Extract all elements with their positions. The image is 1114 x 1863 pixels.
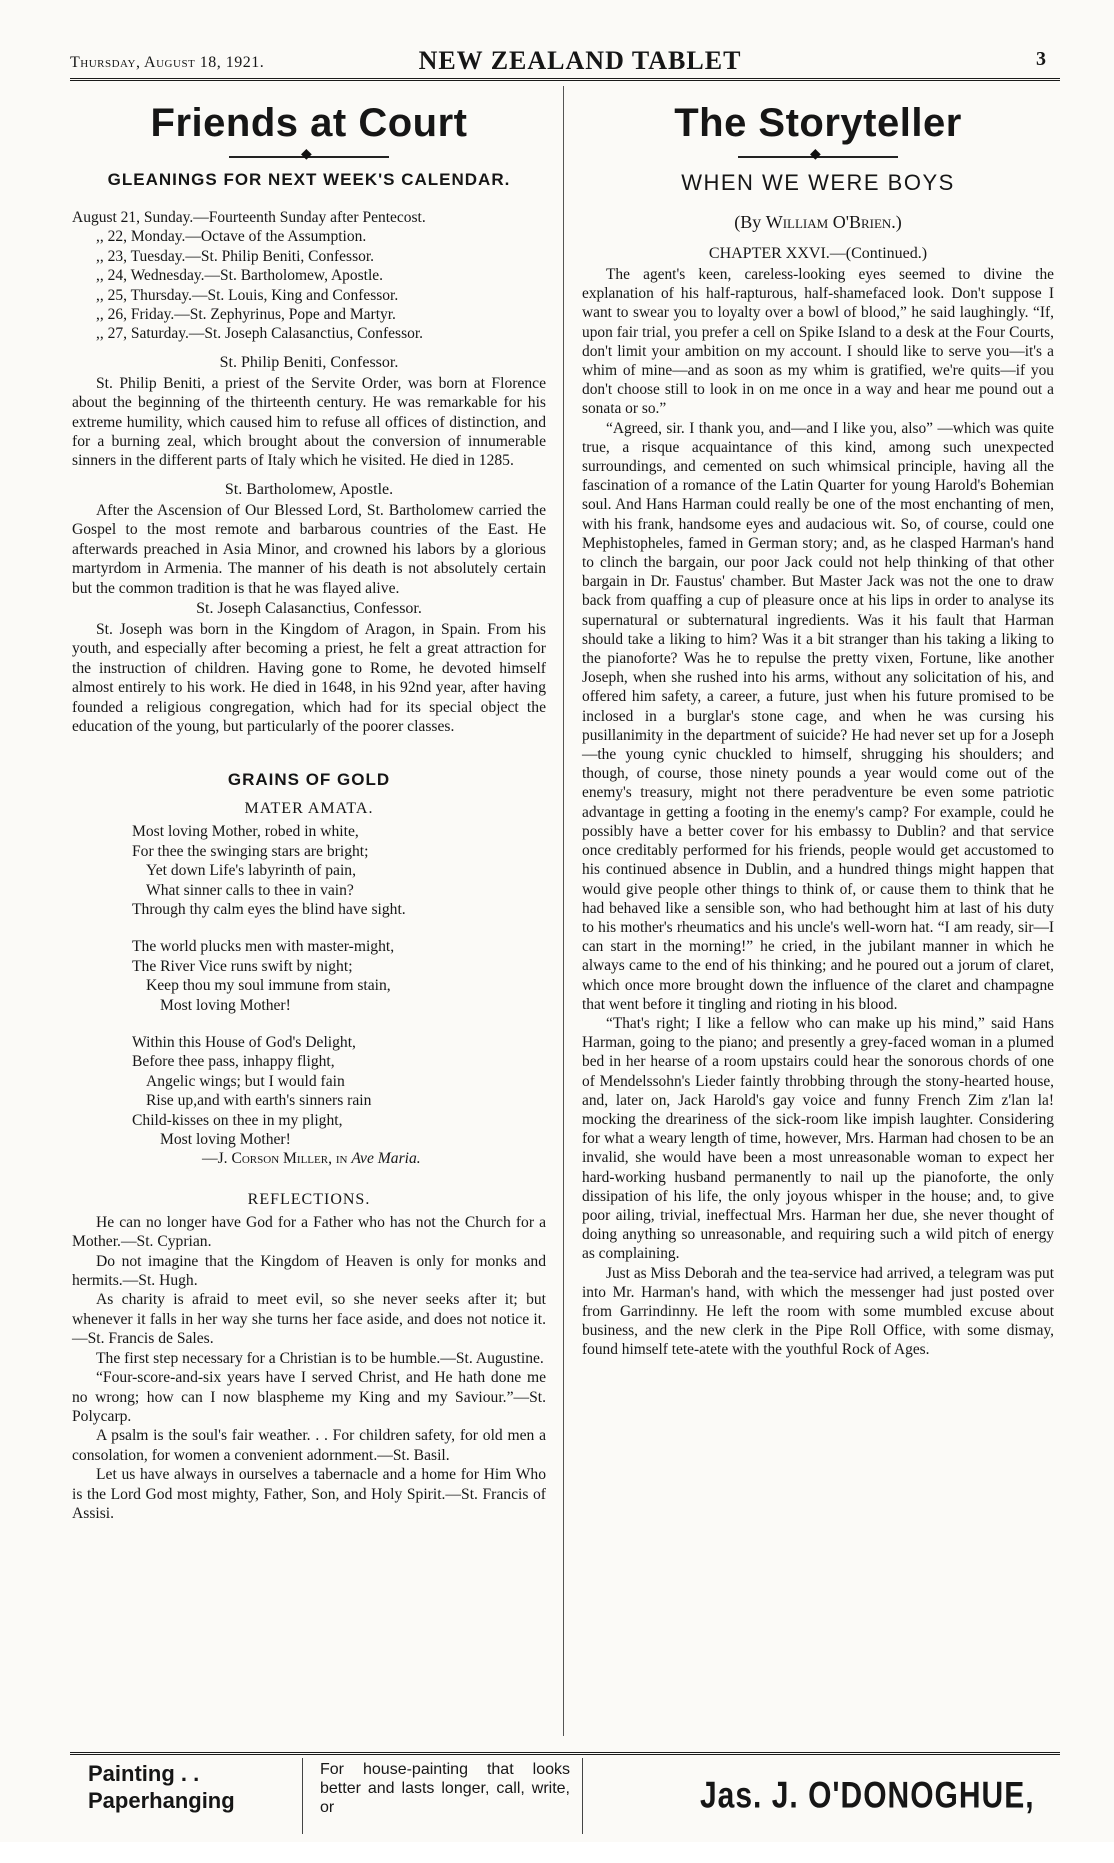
saint-text: St. Philip Beniti, a priest of the Servite Order, was born at Florence about the beginning of the thirteenth century. He was remarkable for his extreme humility, which caused him to refuse all offices of distinction, and for a burning zeal, which brought about the conversion of innumerable sinners in the different parts of Italy which he visited. He died in 1285. (72, 374, 546, 470)
poem-line: Within this House of God's Delight, (132, 1034, 356, 1051)
reflections-heading: REFLECTIONS. (247, 1190, 371, 1208)
poem-line: The world plucks men with master-might, (132, 938, 395, 956)
reflection: The first step necessary for a Christian is to be humble.—St. Augustine. (96, 1349, 544, 1367)
painting-advert-heading (88, 1760, 288, 1830)
reflection: He can no longer have God for a Father who has not the Church for a Mother.—St. Cyprian. (72, 1213, 546, 1251)
calendar-row: ,, 23, Tuesday.—St. Philip Beniti, Confessor. (96, 247, 375, 265)
story-paragraph: Just as Miss Deborah and the tea-service had arrived, a telegram was put into Mr. Harman's hand, with which the messenger had just posted over from Garrindinny. He left the room with some mumbled excuse about business, and the new clerk in the Pipe Roll Office, with some dismay, found himself tete-atete with the youthful Rock of Ages. (582, 1264, 1054, 1359)
story-paragraph: “That's right; I like a fellow who can make up his mind,” said Hans Harman, going to the piano; and presently a grey-faced woman in a plumed bed in her hearse of a room upstairs could hear the sonorous chords of one of Mendelssohn's Lieder faintly throbbing through the stony-hearted house, and, later on, Jack Harold's gay voice and funny French Zim z'lan la! mocking the dreariness of the sick-room like impish laughter. Considering for what a weary length of time, however, Mrs. Harman had chosen to be an invalid, she would have been a most unreasonable woman to expect her hard-working husband permanently to nail up the pianoforte, the only dissipation of his life, the only joyous whisper in the house; and, to give poor ailing, trivial, ineffectual Mrs. Harman her due, she never thought of doing anything so unreasonable, and requiring such a wild pitch of energy as complaining. (582, 1014, 1054, 1263)
calendar-subtitle: GLEANINGS FOR NEXT WEEK'S CALENDAR. (107, 170, 511, 189)
advertiser-name: Jas. J. O'DONOGHUE, (700, 1775, 1035, 1817)
byline (582, 212, 1054, 233)
advert-divider (582, 1758, 583, 1834)
poem-line: Most loving Mother, robed in white, (132, 823, 359, 841)
poem (72, 822, 546, 1169)
advert-line: Paperhanging (88, 1788, 235, 1813)
calendar-row: ,, 25, Thursday.—St. Louis, King and Confessor. (96, 286, 399, 304)
poem-line: Keep thou my soul immune from stain, (146, 977, 391, 995)
running-head (70, 46, 1060, 78)
poem-line: Through thy calm eyes the blind have sight. (132, 900, 406, 918)
saint-heading: St. Philip Beniti, Confessor. (219, 353, 399, 371)
chapter-heading: CHAPTER XXVI.—(Continued.) (708, 245, 928, 262)
poem-line: Child-kisses on thee in my plight, (132, 1111, 343, 1129)
saint-heading: St. Joseph Calasanctius, Confessor. (196, 599, 422, 617)
grains-of-gold-heading: GRAINS OF GOLD (227, 770, 391, 790)
poem-line: Rise up,and with earth's sinners rain (146, 1092, 372, 1110)
advert-rule (70, 1752, 1060, 1755)
right-column (582, 92, 1054, 1360)
issue-date: Thursday, August 18, 1921. (70, 54, 265, 71)
poem-line: What sinner calls to thee in vain? (146, 881, 354, 899)
calendar-row: ,, 26, Friday.—St. Zephyrinus, Pope and Martyr. (96, 306, 396, 324)
saint-text: St. Joseph was born in the Kingdom of Aragon, in Spain. From his youth, and especially after becoming a priest, he felt a great attraction for the instruction of children. Having gone to Rome, he devoted himself almost entirely to his work. He died in 1648, in his 92nd year, after having founded a religious congregation, which had for its special object the education of the young, but particularly of the poorer classes. (72, 620, 546, 735)
calendar-row: ,, 24, Wednesday.—St. Bartholomew, Apostle. (96, 267, 384, 285)
reflection: Do not imagine that the Kingdom of Heaven is only for monks and hermits.—St. Hugh. (72, 1252, 546, 1290)
poem-title: MATER AMATA. (244, 800, 374, 818)
poem-line: Angelic wings; but I would fain (146, 1072, 345, 1090)
calendar-row: ,, 22, Monday.—Octave of the Assumption. (96, 228, 367, 246)
poem-line: The River Vice runs swift by night; (132, 957, 353, 975)
story-paragraph: The agent's keen, careless-looking eyes seemed to divine the explanation of his half-rapturous, half-shamefaced look. Don't suppose I want to swear you to loyalty over a bowl of blood,” he said laughingly. “If, upon fair trial, you prefer a cell on Spike Island to a desk at the Four Courts, don't limit your ambition on my account. I should like to serve you—it's a whim of mine—and as soon as my whim is gratified, we're quits—if you don't choose still to look in on me once in a way and hear me pound out a sonata or so.” (582, 266, 1054, 418)
friends-at-court-title: Friends at Court (150, 101, 468, 145)
reflection: A psalm is the soul's fair weather. . . For children safety, for old men a consolation, for women a convenient adornment.—St. Basil. (72, 1427, 546, 1464)
page-number: 3 (1036, 48, 1046, 70)
left-column (72, 92, 546, 1523)
poem-line: Most loving Mother! (160, 1131, 291, 1149)
column-rule (563, 86, 564, 1736)
saint-text: After the Ascension of Our Blessed Lord, St. Bartholomew carried the Gospel to the most remote and barbarous countries of the East. He afterwards preached in Asia Minor, and crowned his labors by a glorious martyrdom in Armenia. The manner of his death is not absolutely certain but the common tradition is that he was flayed alive. (72, 501, 546, 597)
story-paragraph: “Agreed, sir. I thank you, and—and I like you, also” —which was quite true, a risque acquaintance of this kind, among such unexpected surroundings, and cemented on such whimsical principle, having all the fascination of a romance of the Latin Quarter for young Harold's Bohemian soul. And Hans Harman could really be one of the most enchanting of men, with his frank, handsome eyes and audacious wit. So, of course, could one Mephistopheles, famed in German story; and, as he clasped Harman's hand to clinch the bargain, our poor Jack could not help thinking of that other bargain in Dr. Faustus' chamber. But Master Jack was not the one to draw back from quaffing a cup of pleasure once at his lips in order to analyse its supernatural or subternatural ingredients. Was it his fault that Harman should take a liking to him? Was it a bit stranger than his taking a liking to the pianoforte? Was he to repulse the pretty vixen, Fortune, like another Joseph, when she rushed into his arms, without any solicitation of his, and offered him safety, a career, a future, just when his future promised to be inclosed in a burglar's stone cage, and when he was cursing his pusillanimity in the department of suicide? He had never set up for a Joseph—the young cynic chuckled to himself, shrugging his shoulders; and though, of course, those ninety pounds a year would come out of the enemy's treasury, might not there peradventure be even some patriotic advantage in getting a footing in the enemy's camp? For example, could he possibly have a better cover for his embassy to Dublin? and that service once creditably performed for his friends, people would get accustomed to his continued absence in Dublin, and a hundred things might happen that would give people other things to think of, or cause them to think that he had behaved like a sensible son, who had bethought him at last of his duty to his mother's rheumatics and his uncle's well-worn hat. “I am ready, sir—I can start in the morning!” he cried, in the jubilant manner in which he always came to the end of his thinking; and he poured out a jorum of claret, which once more brought down the influence of the claret and champagne that went before it tingling and rioting in his blood. (582, 419, 1054, 1013)
saint-heading: St. Bartholomew, Apostle. (224, 480, 394, 498)
reflection: “Four-score-and-six years have I served Christ, and He hath done me no wrong; how can I now blaspheme my King and my Saviour.”—St. Polycarp. (72, 1369, 546, 1425)
poem-line: Yet down Life's labyrinth of pain, (146, 862, 356, 880)
poem-line: For thee the swinging stars are bright; (132, 842, 369, 860)
poem-signature (132, 1149, 546, 1168)
storyteller-title: The Storyteller (674, 101, 962, 145)
poem-source: Ave Maria. (351, 1150, 421, 1168)
advert-line: Painting . . (88, 1761, 200, 1786)
masthead: NEW ZEALAND TABLET (418, 46, 742, 75)
calendar-list (72, 208, 546, 344)
poem-line: Most loving Mother! (160, 996, 291, 1014)
calendar-row: ,, 27, Saturday.—St. Joseph Calasanctius, Confessor. (96, 325, 424, 343)
poem-line: Before thee pass, inhappy flight, (132, 1053, 335, 1071)
painting-advert-text: For house-painting that looks better and lasts longer, call, write, or (320, 1761, 570, 1816)
story-title: WHEN WE WERE BOYS (681, 170, 955, 195)
advert-divider (302, 1758, 303, 1834)
byline-author: William O'Brien. (765, 212, 896, 232)
header-rule (70, 78, 1060, 81)
calendar-row: August 21, Sunday.—Fourteenth Sunday after Pentecost. (72, 209, 426, 226)
ornament-rule (738, 152, 898, 162)
reflection: Let us have always in ourselves a tabernacle and a home for Him Who is the Lord God most mighty, Father, Son, and Holy Spirit.—St. Francis of Assisi. (72, 1466, 546, 1522)
byline-prefix: (By (734, 212, 762, 232)
byline-suffix: ) (895, 212, 902, 232)
poem-author: —J. Corson Miller, in (202, 1150, 348, 1168)
ornament-rule (229, 152, 389, 162)
reflection: As charity is afraid to meet evil, so she never seeks after it; but whenever it falls in her way she turns her face aside, and does not notice it.—St. Francis de Sales. (72, 1291, 546, 1348)
